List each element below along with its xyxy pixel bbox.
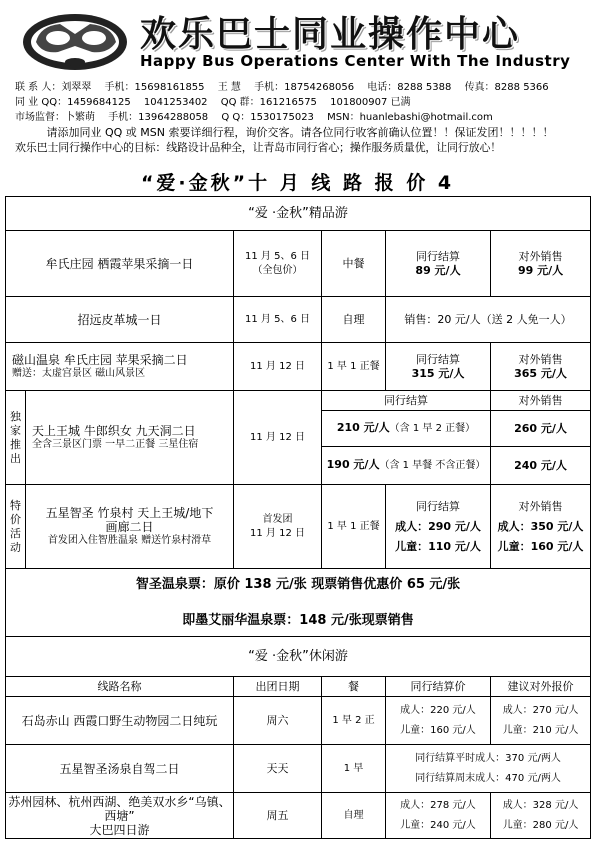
section2-title-row — [6, 637, 591, 677]
route-title: 苏州园林、杭州西湖、绝美双水乡“乌镇、西塘” — [8, 794, 231, 823]
retail-adult-price: 成人：270 元/人 — [502, 704, 579, 716]
price-note: （含 1 早餐 不含正餐） — [379, 460, 486, 471]
contact-row-2 — [15, 95, 585, 110]
route-gift: 首发团入住智胜温泉 赠送竹泉村滑草 — [47, 534, 212, 546]
retail-price — [491, 793, 591, 839]
route-title-2: 画廊二日 — [105, 519, 154, 534]
peer-price — [386, 343, 491, 391]
page-header — [0, 0, 595, 76]
departure-date — [234, 485, 322, 569]
peer-price-option-2 — [322, 447, 491, 485]
peer-adult-price: 成人：220 元/人 — [400, 704, 476, 716]
contact-row-1 — [15, 80, 585, 95]
center-goal: 欢乐巴士同行操作中心的目标：线路设计品种全，让青岛市同行省心；操作服务质量优，让同行放心！ — [15, 141, 501, 154]
route-includes: 全含三景区门票 一早二正餐 三星住宿 — [32, 438, 199, 450]
contact-info — [15, 80, 585, 155]
retail-price-value: 240 元/人 — [491, 447, 591, 485]
table-row — [6, 343, 591, 391]
retail-label: 对外销售 — [518, 352, 563, 366]
side-char: 家 — [10, 423, 21, 437]
peer-price — [386, 231, 491, 297]
retail-label: 对外销售 — [518, 249, 563, 263]
retail-price — [491, 485, 591, 569]
route-name — [26, 391, 234, 485]
supervisor-mobile: 手机：13964288058 — [108, 112, 209, 123]
special-side-label — [6, 485, 26, 569]
peer-price-value: 190 元/人 — [326, 458, 380, 471]
aillihua-hotspring-ticket: 即墨艾丽华温泉票：148 元/张现票销售 — [182, 612, 414, 628]
meal: 中餐 — [322, 231, 386, 297]
side-char: 特 — [10, 498, 21, 512]
peer-child-price: 儿童：160 元/人 — [400, 724, 476, 736]
happy-bus-logo-icon — [20, 8, 130, 74]
table-row — [6, 231, 591, 297]
peer-child-price: 儿童：240 元/人 — [400, 819, 476, 831]
departure-date: 天天 — [234, 745, 322, 793]
side-char: 推 — [10, 437, 21, 451]
retail-price — [491, 343, 591, 391]
price-table — [5, 196, 591, 839]
peer-qq-2: 1041253402 — [143, 97, 208, 108]
meal: 1 早 1 正餐 — [322, 485, 386, 569]
retail-child-price: 儿童：210 元/人 — [502, 724, 579, 736]
peer-qq: 同 业 QQ：1459684125 — [15, 97, 131, 108]
brand-english-title: Happy Bus Operations Center With The Industry — [140, 52, 571, 70]
peer-price-value: 315 元/人 — [411, 366, 465, 380]
peer-price — [386, 793, 491, 839]
retail-label: 对外销售 — [518, 499, 563, 513]
peer-child-price: 儿童：110 元/人 — [395, 539, 481, 553]
route-name — [26, 485, 234, 569]
route-name: 五星智圣汤泉自驾二日 — [6, 745, 234, 793]
col-header-meal: 餐 — [322, 677, 386, 697]
date-note: （全包价） — [252, 264, 303, 276]
peer-price-value: 89 元/人 — [415, 263, 461, 277]
supervisor-qq: Q Q：1530175023 — [221, 112, 314, 123]
sale-price: 销售：20 元/人（送 2 人免一人） — [386, 297, 591, 343]
hotspring-row — [6, 569, 591, 637]
route-name: 招远皮革城一日 — [6, 297, 234, 343]
route-name — [6, 343, 234, 391]
table-row — [6, 391, 591, 411]
peer-adult-price: 成人：278 元/人 — [400, 799, 476, 811]
meal: 自理 — [322, 297, 386, 343]
table-row — [6, 793, 591, 839]
retail-price-value: 99 元/人 — [517, 263, 564, 277]
contact-fax: 传真：8288 5366 — [464, 82, 549, 93]
qq-group: QQ 群：161216575 — [220, 97, 317, 108]
col-header-route: 线路名称 — [6, 677, 234, 697]
table-row — [6, 745, 591, 793]
section1-title-row — [6, 197, 591, 231]
departure-date — [234, 231, 322, 297]
retail-price-value: 260 元/人 — [491, 411, 591, 447]
section1-title: “爱 ·金秋”精品游 — [6, 197, 591, 231]
table-row — [6, 697, 591, 745]
peer-label: 同行结算 — [322, 391, 491, 411]
peer-price-value: 210 元/人 — [336, 421, 390, 434]
peer-price — [386, 697, 491, 745]
side-char: 动 — [10, 540, 21, 554]
brand-chinese-title: 欢乐巴士同业操作中心 — [140, 14, 521, 55]
col-header-peer: 同行结算价 — [386, 677, 491, 697]
contact-phone: 电话：8288 5388 — [367, 82, 452, 93]
peer-label: 同行结算 — [416, 352, 460, 366]
route-title-2: 大巴四日游 — [89, 822, 150, 837]
route-gift: 赠送：太虚宫景区 磁山风景区 — [12, 367, 146, 379]
contact-row-3 — [15, 110, 585, 125]
route-title: 天上王城 牛郎织女 九天洞二日 — [32, 423, 196, 438]
route-title: 磁山温泉 牟氏庄园 苹果采摘二日 — [12, 352, 188, 367]
meal: 1 早 1 正餐 — [322, 343, 386, 391]
meal: 1 早 — [322, 745, 386, 793]
departure-date: 11 月 5、6 日 — [234, 297, 322, 343]
departure-date: 11 月 12 日 — [234, 343, 322, 391]
booking-notice: 请添加同业 QQ 或 MSN 索要详细行程，询价交客。请各位同行收客前确认位置！！保证发团！！！！！ — [46, 126, 554, 139]
peer-label: 同行结算 — [416, 499, 460, 513]
retail-adult-price: 成人：350 元/人 — [497, 519, 584, 533]
route-title: 五星智圣 竹泉村 天上王城/地下 — [45, 505, 214, 520]
date-line: 11 月 5、6 日 — [245, 250, 310, 262]
route-name — [6, 793, 234, 839]
side-char: 出 — [10, 451, 21, 465]
qq-group-2: 101800907 已满 — [330, 97, 411, 108]
date-note: 首发团 — [262, 513, 293, 525]
col-header-retail: 建议对外报价 — [491, 677, 591, 697]
section2-header-row — [6, 677, 591, 697]
col-header-date: 出团日期 — [234, 677, 322, 697]
peer-price-option-1 — [322, 411, 491, 447]
meal: 自理 — [322, 793, 386, 839]
contact-person: 联 系 人：刘翠翠 — [15, 82, 92, 93]
retail-price-value: 365 元/人 — [514, 366, 567, 380]
page-title: “爱·金秋”十 月 线 路 报 价 4 — [140, 172, 455, 194]
side-char: 独 — [10, 409, 21, 423]
side-char: 活 — [10, 526, 21, 540]
peer-label: 同行结算 — [416, 249, 460, 263]
route-name: 牟氏庄园 栖霞苹果采摘一日 — [6, 231, 234, 297]
contact-mobile-2: 手机：18754268056 — [254, 82, 355, 93]
zhisheng-hotspring-ticket: 智圣温泉票：原价 138 元/张 现票销售优惠价 65 元/张 — [135, 576, 461, 592]
table-row — [6, 297, 591, 343]
peer-price — [386, 485, 491, 569]
route-name: 石岛赤山 西霞口野生动物园二日纯玩 — [6, 697, 234, 745]
retail-price — [491, 231, 591, 297]
departure-date: 周五 — [234, 793, 322, 839]
retail-price — [491, 697, 591, 745]
market-supervisor: 市场监督：卜繁萌 — [15, 112, 95, 123]
retail-label: 对外销售 — [491, 391, 591, 411]
exclusive-side-label — [6, 391, 26, 485]
contact-mobile-1: 手机：15698161855 — [104, 82, 205, 93]
peer-adult-price: 成人：290 元/人 — [395, 519, 481, 533]
departure-date: 11 月 12 日 — [234, 391, 322, 485]
peer-weekend-price: 同行结算周末成人：470 元/两人 — [415, 772, 561, 784]
price-note: （含 1 早 2 正餐） — [389, 423, 476, 434]
retail-adult-price: 成人：328 元/人 — [502, 799, 579, 811]
contact-person-2: 王 慧 — [217, 82, 241, 93]
retail-child-price: 儿童：280 元/人 — [502, 819, 579, 831]
side-char: 价 — [10, 512, 21, 526]
hotspring-tickets — [6, 569, 591, 637]
msn-address: MSN：huanlebashi@hotmail.com — [327, 112, 493, 123]
peer-price — [386, 745, 591, 793]
date-line: 11 月 12 日 — [250, 527, 305, 539]
retail-child-price: 儿童：160 元/人 — [497, 539, 584, 553]
departure-date: 周六 — [234, 697, 322, 745]
table-row — [6, 485, 591, 569]
section2-title: “爱 ·金秋”休闲游 — [6, 637, 591, 677]
meal: 1 早 2 正 — [322, 697, 386, 745]
peer-weekday-price: 同行结算平时成人：370 元/两人 — [415, 752, 561, 764]
